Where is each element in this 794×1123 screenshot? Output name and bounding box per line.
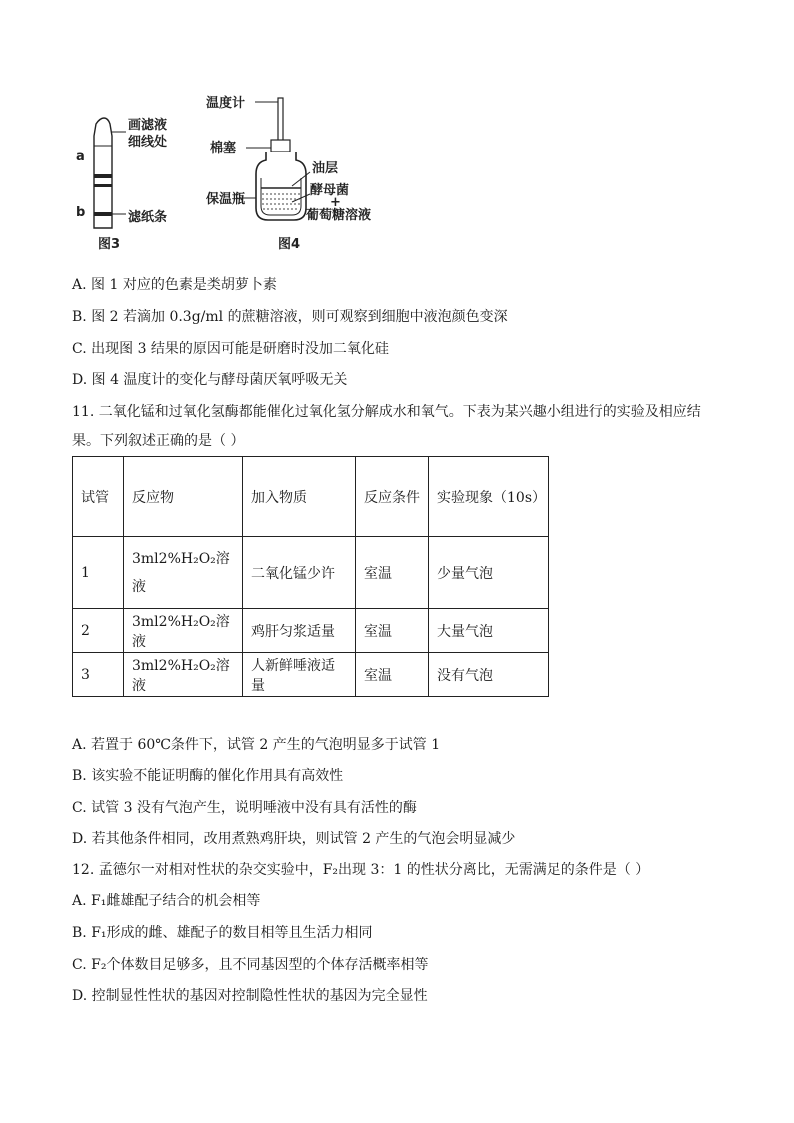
q10-option-a: A. 图 1 对应的色素是类胡萝卜素: [72, 277, 277, 293]
q11-option-c: C. 试管 3 没有气泡产生，说明唾液中没有具有活性的酶: [72, 800, 417, 816]
table-cell: 室温: [356, 609, 429, 653]
pigment-band-2: [94, 184, 112, 187]
q11-option-a: A. 若置于 60℃条件下，试管 2 产生的气泡明显多于试管 1: [72, 737, 441, 753]
table-cell: 3: [73, 653, 124, 697]
table-cell: 人新鲜唾液适量: [243, 653, 356, 697]
table-row: [73, 537, 549, 609]
table-cell: 2: [73, 609, 124, 653]
table-cell: 室温: [356, 537, 429, 609]
fig4-glucose-label: 葡萄糖溶液: [306, 208, 372, 223]
q12-option-a: A. F₁雌雄配子结合的机会相等: [72, 893, 261, 909]
q12-option-d: D. 控制显性性状的基因对控制隐性性状的基因为完全显性: [72, 988, 428, 1004]
q10-option-b: B. 图 2 若滴加 0.3g/ml 的蔗糖溶液，则可观察到细胞中液泡颜色变深: [72, 309, 508, 325]
fig4-thermometer-label: 温度计: [206, 96, 246, 111]
fig3-callout-bottom: 滤纸条: [128, 210, 168, 225]
table-header-cell: 反应物: [124, 457, 243, 537]
table-cell: 3ml2%H₂O₂溶液: [124, 537, 243, 609]
table-cell: 3ml2%H₂O₂溶液: [124, 653, 243, 697]
figure-4-thermos: [206, 95, 371, 252]
q12-option-c: C. F₂个体数目足够多，且不同基因型的个体存活概率相等: [72, 957, 429, 973]
figures-3-4: [60, 88, 380, 258]
fig3-caption: 图3: [98, 237, 121, 252]
fig4-caption: 图4: [278, 237, 301, 252]
pigment-band-a: [94, 174, 112, 178]
fig4-flask-label: 保温瓶: [206, 192, 246, 207]
table-cell: 1: [73, 537, 124, 609]
figure-3-filter-strip: [76, 117, 167, 252]
table-header-cell: 实验现象（10s）: [429, 457, 549, 537]
table-cell: 鸡肝匀浆适量: [243, 609, 356, 653]
q12-option-b: B. F₁形成的雌、雄配子的数目相等且生活力相同: [72, 925, 373, 941]
cotton-plug: [271, 140, 290, 152]
table-row: [73, 609, 549, 653]
fig3-callout-top2: 细线处: [128, 135, 168, 150]
q11-option-b: B. 该实验不能证明酶的催化作用具有高效性: [72, 768, 344, 784]
fig4-plus-sign: +: [330, 195, 341, 210]
pigment-band-b: [94, 212, 112, 216]
table-cell: 大量气泡: [429, 609, 549, 653]
q11-experiment-table: [72, 456, 549, 697]
fig3-callout-top: 画滤液: [128, 118, 168, 133]
table-header-row: [73, 457, 549, 537]
table-header-cell: 反应条件: [356, 457, 429, 537]
table-row: [73, 653, 549, 697]
fig3-label-a: a: [76, 149, 85, 164]
q11-stem-line2: 果。下列叙述正确的是（ ）: [72, 433, 245, 449]
table-header-cell: 加入物质: [243, 457, 356, 537]
q12-stem: 12. 孟德尔一对相对性状的杂交实验中，F₂出现 3：1 的性状分离比，无需满足的条件是（ ）: [72, 862, 650, 878]
table-cell: 二氧化锰少许: [243, 537, 356, 609]
table-header-cell: 试管: [73, 457, 124, 537]
fig4-oil-label: 油层: [312, 161, 339, 176]
table-cell: 室温: [356, 653, 429, 697]
fig4-cotton-label: 棉塞: [210, 141, 237, 156]
table-cell: 少量气泡: [429, 537, 549, 609]
table-cell: 没有气泡: [429, 653, 549, 697]
q10-option-c: C. 出现图 3 结果的原因可能是研磨时没加二氧化硅: [72, 341, 389, 357]
table-cell: 3ml2%H₂O₂溶液: [124, 609, 243, 653]
fig3-label-b: b: [76, 205, 86, 220]
fig4-yeast-label: 酵母菌: [310, 183, 350, 198]
q11-option-d: D. 若其他条件相同，改用煮熟鸡肝块，则试管 2 产生的气泡会明显减少: [72, 831, 516, 847]
q10-option-d: D. 图 4 温度计的变化与酵母菌厌氧呼吸无关: [72, 372, 348, 388]
q11-stem-line1: 11. 二氧化锰和过氧化氢酶都能催化过氧化氢分解成水和氧气。下表为某兴趣小组进行的实验及相应结: [72, 404, 701, 420]
